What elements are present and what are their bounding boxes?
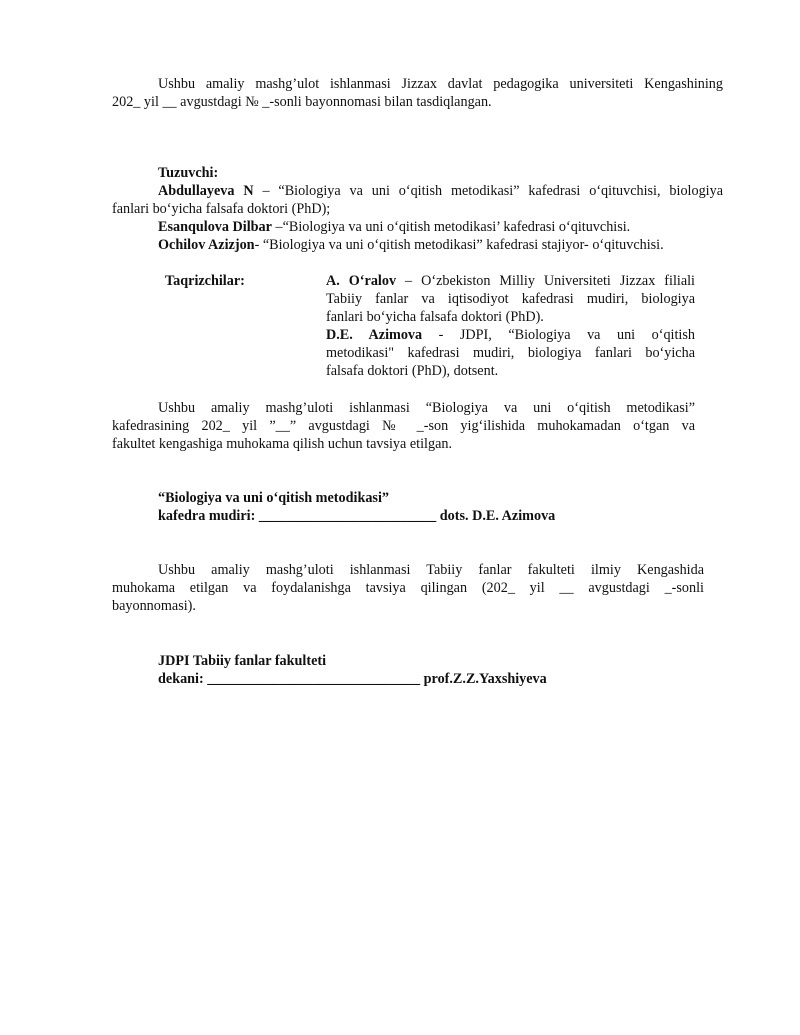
compiler-1-continuation: fanlari bo‘yicha falsafa doktori (PhD); (112, 201, 331, 217)
department-discussion-line-1: Ushbu amaliy mashg’uloti ishlanmasi “Biologiya va uni o‘qitish metodikasi” (158, 400, 695, 416)
reviewers-label: Taqrizchilar: (165, 273, 245, 289)
compiler-1-name: Abdullayeva N (158, 183, 254, 199)
compiler-2-name: Esanqulova Dilbar (158, 219, 272, 235)
dean-label: dekani: (158, 671, 208, 687)
department-discussion-paragraph (112, 399, 695, 453)
faculty-approval-line-3: bayonnomasi). (112, 598, 196, 614)
reviewer-1-line-3: fanlari bo‘yicha falsafa doktori (PhD). (326, 309, 544, 325)
compiler-3 (112, 236, 723, 254)
reviewer-1-name: A. O‘ralov (326, 273, 397, 289)
faculty-name: JDPI Tabiiy fanlar fakulteti (158, 653, 327, 669)
compilers-heading: Tuzuvchi: (158, 165, 219, 181)
compiler-2-text: –“Biologiya va uni o‘qitish metodikasi’ kafedrasi o‘qituvchisi. (271, 219, 631, 235)
dean-name: prof.Z.Z.Yaxshiyeva (420, 671, 547, 687)
compiler-2 (112, 218, 723, 236)
department-discussion-line-2: kafedrasining 202_ yil ”__” avgustdagi № _-son yig‘ilishida muhokamadan o‘tgan va (112, 418, 695, 434)
department-discussion-line-3: fakultet kengashiga muhokama qilish uchun tavsiya etilgan. (112, 436, 453, 452)
department-name: “Biologiya va uni o‘qitish metodikasi” (158, 490, 389, 506)
department-head-label: kafedra mudiri: (158, 508, 259, 524)
compiler-1 (112, 182, 723, 200)
department-head-name: dots. D.E. Azimova (436, 508, 556, 524)
signature-line: _________________________ (258, 508, 437, 524)
reviewer-1-line-1: A. O‘ralov – O‘zbekiston Milliy Universiteti Jizzax filiali (326, 273, 696, 289)
faculty-approval-line-2: muhokama etilgan va foydalanishga tavsiya qilingan (202_ yil __ avgustdagi _-sonli (112, 580, 704, 596)
reviewer-2-name: D.E. Azimova (326, 327, 423, 343)
dean-signature (158, 652, 769, 688)
faculty-approval-line-1: Ushbu amaliy mashg’uloti ishlanmasi Tabiiy fanlar fakulteti ilmiy Kengashida (158, 562, 704, 578)
approval-line-2: 202_ yil __ avgustdagi № _-sonli bayonnomasi bilan tasdiqlangan. (112, 94, 492, 110)
compilers-section (112, 164, 723, 254)
compiler-3-text: - “Biologiya va uni o‘qitish metodikasi” kafedrasi stajiyor- o‘qituvchisi. (254, 237, 664, 253)
approval-line-1: Ushbu amaliy mashg’ulot ishlanmasi Jizzax davlat pedagogika universiteti Kengashining (158, 76, 723, 92)
department-head-signature (158, 489, 769, 525)
reviewer-2-line-2: metodikasi" kafedrasi mudiri, biologiya fanlari bo‘yicha (326, 345, 695, 361)
compiler-1-text: – “Biologiya va uni o‘qitish metodikasi” kafedrasi o‘qituvchisi, biologiya (253, 183, 723, 199)
faculty-approval-paragraph (112, 561, 704, 615)
compiler-3-name: Ochilov Azizjon (158, 237, 255, 253)
approval-paragraph (112, 75, 723, 111)
reviewer-2-line-3: falsafa doktori (PhD), dotsent. (326, 363, 499, 379)
reviewer-1-line-2: Tabiiy fanlar va iqtisodiyot kafedrasi mudiri, biologiya (326, 291, 695, 307)
reviewers-list (326, 272, 695, 380)
signature-line: ______________________________ (207, 671, 421, 687)
reviewer-2-line-1: D.E. Azimova - JDPI, “Biologiya va uni o‘qitish (326, 327, 695, 343)
